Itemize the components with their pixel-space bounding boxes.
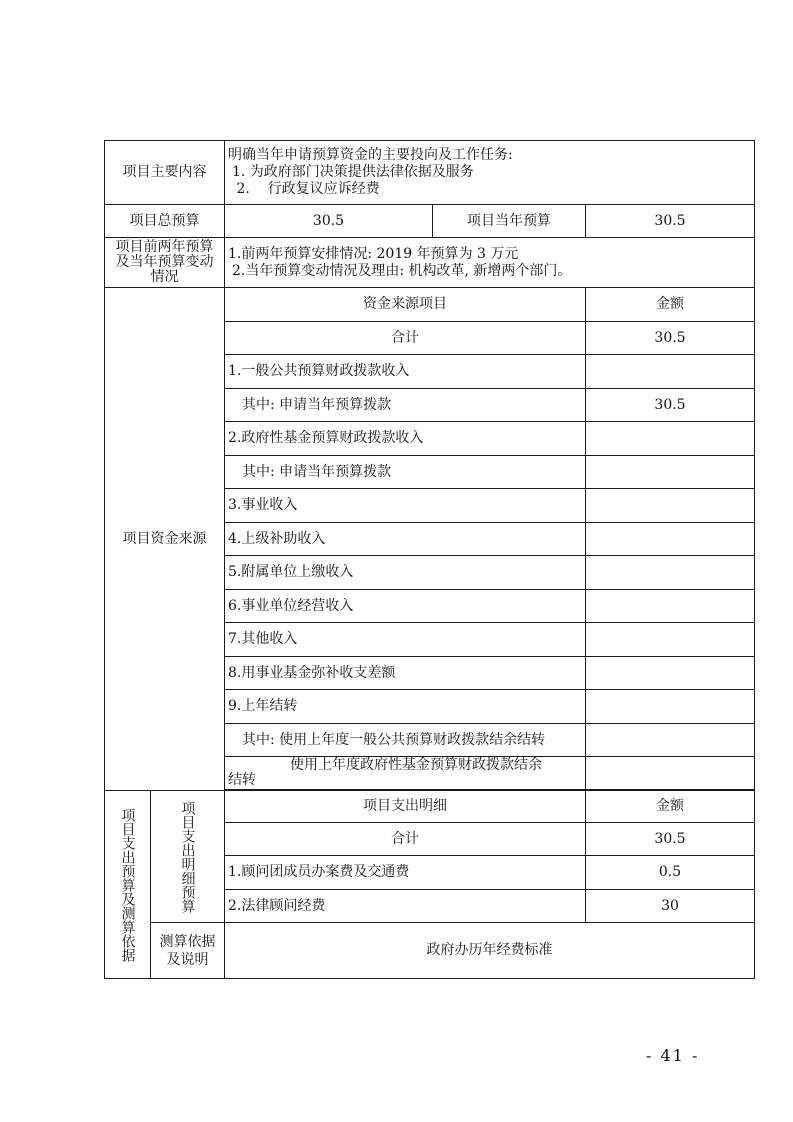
main-content-value: [225, 141, 755, 205]
expenditure-inner-label-text: 项目支出明细预算: [179, 800, 196, 913]
expenditure-header-item: 项目支出明细: [225, 791, 586, 823]
fund-item: 2.政府性基金预算财政拨款收入: [225, 422, 586, 456]
prev-years-label: [105, 238, 225, 288]
fund-amount: [586, 623, 755, 657]
basis-label: [151, 923, 225, 979]
expenditure-amount: 30.5: [586, 823, 755, 856]
fund-amount: [586, 456, 755, 489]
expenditure-header-amount: 金额: [586, 791, 755, 823]
fund-amount: [586, 690, 755, 724]
fund-amount: [586, 489, 755, 523]
prev-years-label-line: 及当年预算变动: [115, 254, 214, 270]
expenditure-inner-label: [151, 791, 225, 923]
fund-item: 8.用事业基金弥补收支差额: [225, 657, 586, 690]
current-budget-value: 30.5: [586, 205, 755, 238]
fund-item: 其中: 申请当年预算拨款: [225, 456, 586, 489]
fund-item: 其中: 申请当年预算拨款: [225, 389, 586, 422]
prev-years-line: 1.前两年预算安排情况: 2019 年预算为 3 万元: [228, 245, 519, 262]
expenditure-header-row: [105, 791, 755, 823]
fund-amount: [586, 724, 755, 757]
fund-item-line: 结转: [228, 772, 256, 788]
basis-row: [105, 923, 755, 979]
fund-item: 5.附属单位上缴收入: [225, 556, 586, 590]
expenditure-outer-label-text: 项目支出预算及测算依据: [119, 807, 136, 962]
fund-amount: [586, 590, 755, 623]
expenditure-item: 1.顾问团成员办案费及交通费: [225, 856, 586, 890]
budget-table: [104, 140, 755, 979]
total-budget-label: 项目总预算: [105, 205, 225, 238]
expenditure-amount: 0.5: [586, 856, 755, 890]
fund-amount: [586, 657, 755, 690]
fund-item: 1.一般公共预算财政拨款收入: [225, 355, 586, 389]
expenditure-amount: 30: [586, 890, 755, 923]
expenditure-outer-label: [105, 791, 151, 979]
fund-item: 4.上级补助收入: [225, 523, 586, 556]
fund-source-header-amount: 金额: [586, 288, 755, 322]
fund-item: [225, 757, 586, 790]
main-content-line: 2. 行政复议应诉经费: [232, 181, 380, 197]
fund-amount: 30.5: [586, 389, 755, 422]
prev-years-line: 2.当年预算变动情况及理由: 机构改革, 新增两个部门。: [232, 262, 572, 279]
prev-years-value: [225, 238, 755, 288]
main-content-line: 明确当年申请预算资金的主要投向及工作任务:: [228, 147, 513, 163]
basis-label-line: 测算依据: [159, 933, 216, 950]
fund-item: 7.其他收入: [225, 623, 586, 657]
fund-amount: [586, 422, 755, 456]
fund-item: 6.事业单位经营收入: [225, 590, 586, 623]
fund-source-header-row: [105, 288, 755, 322]
main-content-row: [105, 141, 755, 205]
page-number: - 41 -: [646, 1046, 700, 1065]
fund-source-label: 项目资金来源: [105, 288, 225, 791]
prev-years-label-line: 情况: [150, 269, 179, 285]
prev-years-label-line: 项目前两年预算: [115, 239, 214, 255]
fund-amount: [586, 355, 755, 389]
fund-item: 3.事业收入: [225, 489, 586, 523]
current-budget-label: 项目当年预算: [433, 205, 586, 238]
fund-amount: 30.5: [586, 322, 755, 355]
expenditure-item: 2.法律顾问经费: [225, 890, 586, 923]
fund-item: 9.上年结转: [225, 690, 586, 724]
expenditure-item: 合计: [225, 823, 586, 856]
fund-item: 其中: 使用上年度一般公共预算财政拨款结余结转: [225, 724, 586, 757]
total-budget-value: 30.5: [225, 205, 433, 238]
basis-label-line: 及说明: [166, 951, 209, 968]
fund-item-line: 使用上年度政府性基金预算财政拨款结余: [290, 757, 542, 773]
budget-row: [105, 205, 755, 238]
main-content-label: 项目主要内容: [105, 141, 225, 205]
fund-amount: [586, 556, 755, 590]
fund-source-header-item: 资金来源项目: [225, 288, 586, 322]
main-content-line: 1. 为政府部门决策提供法律依据及服务: [232, 164, 474, 180]
prev-years-row: [105, 238, 755, 288]
fund-amount: [586, 757, 755, 790]
fund-item: 合计: [225, 322, 586, 355]
basis-value: 政府办历年经费标准: [225, 923, 755, 979]
fund-amount: [586, 523, 755, 556]
